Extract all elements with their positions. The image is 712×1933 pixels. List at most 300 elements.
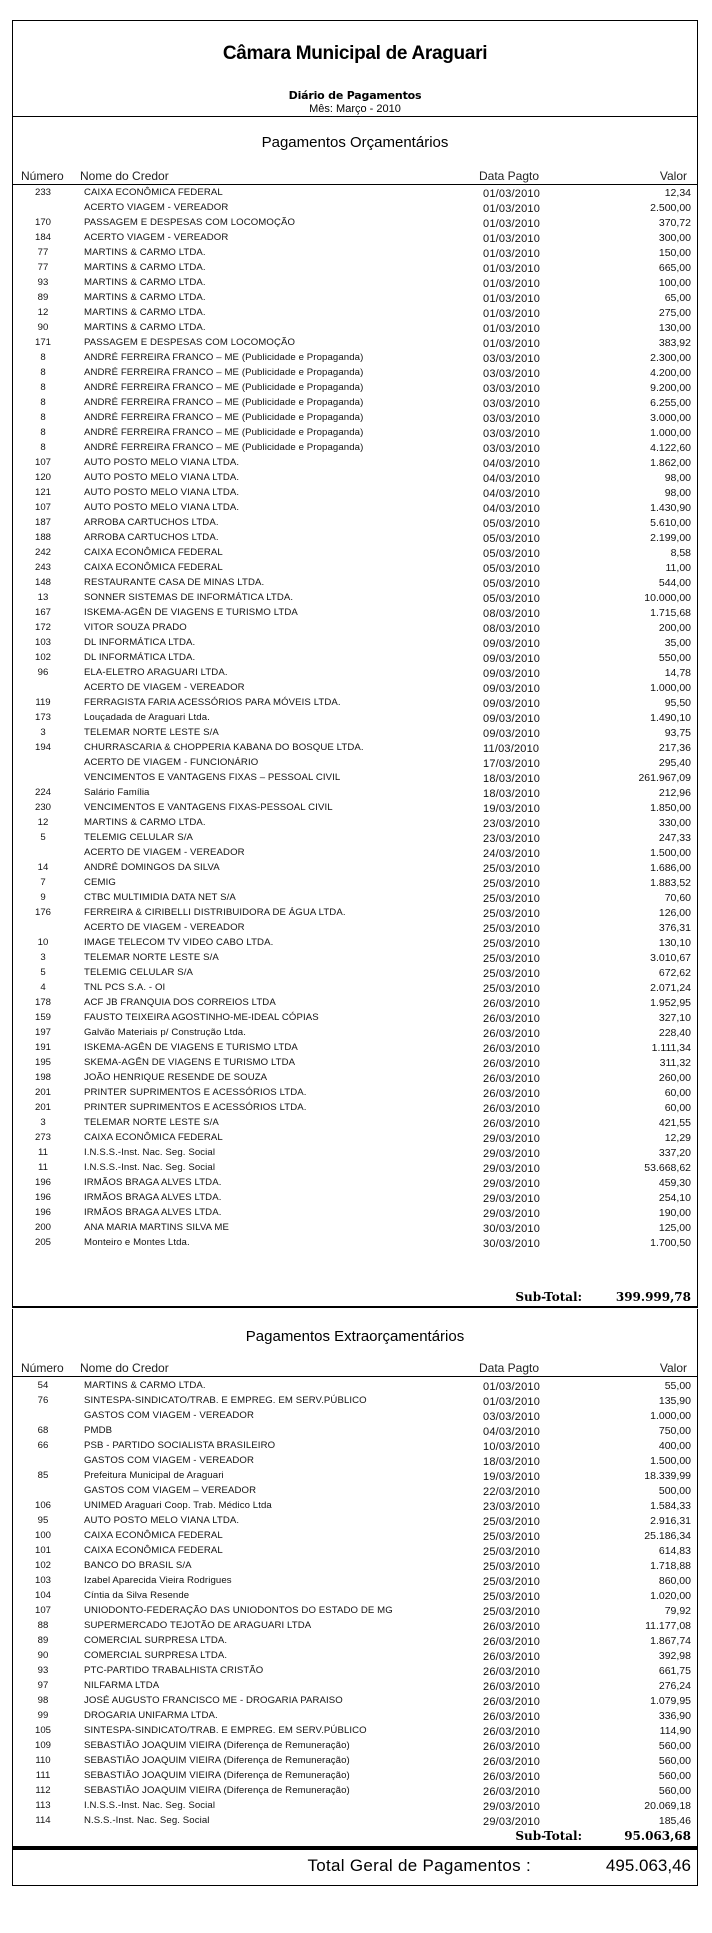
- row-value: 665,00: [658, 262, 691, 274]
- row-value: 2.500,00: [650, 202, 691, 214]
- row-date: 26/03/2010: [483, 1786, 541, 1798]
- row-value: 550,00: [658, 652, 691, 664]
- row-creditor: GASTOS COM VIAGEM - VEREADOR: [84, 1455, 255, 1466]
- table-row: [13, 1784, 697, 1799]
- row-creditor: CAIXA ECONÔMICA FEDERAL: [84, 562, 223, 573]
- row-creditor: RESTAURANTE CASA DE MINAS LTDA.: [84, 577, 265, 588]
- row-number: 200: [34, 1222, 51, 1233]
- row-date: 03/03/2010: [483, 413, 541, 425]
- row-creditor: VITOR SOUZA PRADO: [84, 622, 187, 633]
- table-row: [13, 1191, 697, 1206]
- row-value: 3.000,00: [650, 412, 691, 424]
- table-row: [13, 546, 697, 561]
- row-date: 26/03/2010: [483, 1681, 541, 1693]
- row-value: 25.186,34: [644, 1530, 691, 1542]
- row-number: 8: [40, 367, 46, 378]
- table-row: [13, 1649, 697, 1664]
- row-creditor: I.N.S.S.-Inst. Nac. Seg. Social: [84, 1800, 216, 1811]
- row-value: 276,24: [658, 1680, 691, 1692]
- row-value: 5.610,00: [650, 517, 691, 529]
- table-row: [13, 936, 697, 951]
- row-date: 26/03/2010: [483, 1666, 541, 1678]
- row-value: 1.850,00: [650, 802, 691, 814]
- table-row: [13, 696, 697, 711]
- table-row: [13, 711, 697, 726]
- row-number: 98: [37, 1695, 49, 1706]
- row-date: 23/03/2010: [483, 1501, 541, 1513]
- row-creditor: CAIXA ECONÔMICA FEDERAL: [84, 1545, 223, 1556]
- row-creditor: PSB - PARTIDO SOCIALISTA BRASILEIRO: [84, 1440, 276, 1451]
- row-date: 29/03/2010: [483, 1208, 541, 1220]
- row-creditor: FERREIRA & CIRIBELLI DISTRIBUIDORA DE ÁGUA LTDA.: [84, 907, 346, 918]
- report-header: [12, 20, 698, 117]
- row-creditor: CAIXA ECONÔMICA FEDERAL: [84, 1530, 223, 1541]
- row-date: 01/03/2010: [483, 308, 541, 320]
- row-value: 12,29: [664, 1132, 691, 1144]
- row-number: 8: [40, 427, 46, 438]
- row-creditor: ANDRÉ FERREIRA FRANCO – ME (Publicidade e Propaganda): [84, 427, 364, 438]
- row-date: 26/03/2010: [483, 1711, 541, 1723]
- table-row: [13, 1694, 697, 1709]
- row-value: 14,78: [664, 667, 691, 679]
- table-row: [13, 276, 697, 291]
- row-value: 12,34: [664, 187, 691, 199]
- row-date: 26/03/2010: [483, 998, 541, 1010]
- row-creditor: PTC-PARTIDO TRABALHISTA CRISTÃO: [84, 1665, 264, 1676]
- row-date: 26/03/2010: [483, 1088, 541, 1100]
- table-row: [13, 291, 697, 306]
- row-creditor: TELEMAR NORTE LESTE S/A: [84, 727, 219, 738]
- row-creditor: UNIMED Araguari Coop. Trab. Médico Ltda: [84, 1500, 272, 1511]
- row-value: 1.000,00: [650, 682, 691, 694]
- row-date: 01/03/2010: [483, 203, 541, 215]
- row-creditor: SEBASTIÃO JOAQUIM VIEIRA (Diferença de Remuneração): [84, 1770, 350, 1781]
- table-row: [13, 1574, 697, 1589]
- row-date: 29/03/2010: [483, 1163, 541, 1175]
- row-value: 98,00: [664, 487, 691, 499]
- row-value: 400,00: [658, 1440, 691, 1452]
- row-date: 01/03/2010: [483, 278, 541, 290]
- table-row: [13, 1769, 697, 1784]
- row-number: 9: [40, 892, 46, 903]
- row-date: 23/03/2010: [483, 833, 541, 845]
- row-creditor: SUPERMERCADO TEJOTÃO DE ARAGUARI LTDA: [84, 1620, 312, 1631]
- table-row: [13, 1176, 697, 1191]
- row-creditor: VENCIMENTOS E VANTAGENS FIXAS-PESSOAL CIVIL: [84, 802, 333, 813]
- table-row: [13, 1709, 697, 1724]
- row-date: 29/03/2010: [483, 1178, 541, 1190]
- row-date: 01/03/2010: [483, 218, 541, 230]
- row-date: 09/03/2010: [483, 728, 541, 740]
- table-row: [13, 1544, 697, 1559]
- row-date: 01/03/2010: [483, 293, 541, 305]
- row-date: 03/03/2010: [483, 428, 541, 440]
- row-creditor: DL INFORMÁTICA LTDA.: [84, 652, 196, 663]
- row-creditor: IRMÃOS BRAGA ALVES LTDA.: [84, 1192, 222, 1203]
- table-row: [13, 621, 697, 636]
- table-row: [13, 396, 697, 411]
- row-value: 337,20: [658, 1147, 691, 1159]
- row-number: 103: [34, 637, 51, 648]
- row-number: 100: [34, 1530, 51, 1541]
- row-value: 60,00: [664, 1102, 691, 1114]
- table-row: [13, 501, 697, 516]
- table-row: [13, 1146, 697, 1161]
- row-value: 65,00: [664, 292, 691, 304]
- row-creditor: AUTO POSTO MELO VIANA LTDA.: [84, 472, 240, 483]
- table-row: [13, 1559, 697, 1574]
- row-number: 66: [37, 1440, 49, 1451]
- row-number: 102: [34, 652, 51, 663]
- row-value: 20.069,18: [644, 1800, 691, 1812]
- row-number: 102: [34, 1560, 51, 1571]
- table-row: [13, 636, 697, 651]
- row-creditor: CHURRASCARIA & CHOPPERIA KABANA DO BOSQUE LTDA.: [84, 742, 364, 753]
- table-row: [13, 1086, 697, 1101]
- row-date: 11/03/2010: [483, 743, 540, 755]
- row-number: 54: [37, 1380, 49, 1391]
- row-date: 26/03/2010: [483, 1741, 541, 1753]
- row-date: 19/03/2010: [483, 803, 541, 815]
- row-number: 201: [34, 1087, 51, 1098]
- row-value: 661,75: [658, 1665, 691, 1677]
- row-creditor: ANDRÉ FERREIRA FRANCO – ME (Publicidade e Propaganda): [84, 352, 364, 363]
- row-date: 04/03/2010: [483, 473, 541, 485]
- row-creditor: PASSAGEM E DESPESAS COM LOCOMOÇÃO: [84, 337, 296, 348]
- row-number: 5: [40, 832, 46, 843]
- row-value: 190,00: [658, 1207, 691, 1219]
- row-value: 1.020,00: [650, 1590, 691, 1602]
- table-row: [13, 666, 697, 681]
- table-row: [13, 216, 697, 231]
- row-creditor: MARTINS & CARMO LTDA.: [84, 292, 206, 303]
- col-numero: Número: [21, 169, 64, 183]
- row-value: 3.010,67: [650, 952, 691, 964]
- row-value: 311,32: [659, 1057, 691, 1069]
- row-date: 25/03/2010: [483, 968, 541, 980]
- table-row: [13, 561, 697, 576]
- row-date: 05/03/2010: [483, 563, 541, 575]
- row-date: 25/03/2010: [483, 923, 541, 935]
- row-value: 130,10: [658, 937, 691, 949]
- row-date: 26/03/2010: [483, 1651, 541, 1663]
- row-number: 68: [37, 1425, 49, 1436]
- row-number: 171: [34, 337, 51, 348]
- table-row: [13, 1131, 697, 1146]
- row-date: 25/03/2010: [483, 1591, 541, 1603]
- row-creditor: TELEMIG CELULAR S/A: [84, 967, 194, 978]
- row-creditor: PRINTER SUPRIMENTOS E ACESSÓRIOS LTDA.: [84, 1087, 307, 1098]
- table-row: [13, 186, 697, 201]
- row-number: 77: [37, 262, 49, 273]
- row-creditor: ACF JB FRANQUIA DOS CORREIOS LTDA: [84, 997, 276, 1008]
- row-value: 98,00: [664, 472, 691, 484]
- row-value: 55,00: [664, 1380, 691, 1392]
- row-creditor: NILFARMA LTDA: [84, 1680, 160, 1691]
- row-creditor: ANA MARIA MARTINS SILVA ME: [84, 1222, 229, 1233]
- row-number: 194: [34, 742, 51, 753]
- row-value: 228,40: [658, 1027, 691, 1039]
- table-row: [13, 786, 697, 801]
- row-value: 1.686,00: [650, 862, 691, 874]
- table-row: [13, 1221, 697, 1236]
- row-date: 01/03/2010: [483, 1396, 541, 1408]
- row-creditor: SEBASTIÃO JOAQUIM VIEIRA (Diferença de Remuneração): [84, 1740, 350, 1751]
- table-row: [13, 201, 697, 216]
- row-creditor: GASTOS COM VIAGEM - VEREADOR: [84, 1410, 255, 1421]
- row-creditor: ARROBA CARTUCHOS LTDA.: [84, 517, 219, 528]
- row-value: 459,30: [658, 1177, 691, 1189]
- row-date: 17/03/2010: [483, 758, 541, 770]
- row-creditor: MARTINS & CARMO LTDA.: [84, 1380, 206, 1391]
- row-creditor: CAIXA ECONÔMICA FEDERAL: [84, 187, 223, 198]
- row-value: 383,92: [658, 337, 691, 349]
- table-row: [13, 861, 697, 876]
- row-value: 330,00: [658, 817, 691, 829]
- row-value: 125,00: [658, 1222, 691, 1234]
- row-date: 01/03/2010: [483, 1381, 541, 1393]
- row-creditor: ACERTO DE VIAGEM - VEREADOR: [84, 682, 245, 693]
- table-row: [13, 531, 697, 546]
- table-row: [13, 681, 697, 696]
- row-date: 29/03/2010: [483, 1148, 541, 1160]
- row-value: 254,10: [658, 1192, 691, 1204]
- row-value: 392,98: [658, 1650, 691, 1662]
- payment-table-orcamentarios: [13, 186, 697, 1251]
- section-title: Pagamentos Orçamentários: [261, 134, 449, 151]
- row-number: 114: [35, 1815, 51, 1826]
- row-creditor: SINTESPA-SINDICATO/TRAB. E EMPREG. EM SERV.PÚBLICO: [84, 1725, 367, 1736]
- table-row: [13, 471, 697, 486]
- row-date: 04/03/2010: [483, 1426, 541, 1438]
- row-date: 05/03/2010: [483, 593, 541, 605]
- row-value: 1.000,00: [650, 1410, 691, 1422]
- table-row: [13, 1619, 697, 1634]
- table-row: [13, 726, 697, 741]
- row-number: 101: [34, 1545, 51, 1556]
- table-row: [13, 606, 697, 621]
- row-number: 172: [34, 622, 51, 633]
- row-number: 93: [37, 277, 49, 288]
- row-number: 201: [34, 1102, 51, 1113]
- row-value: 672,62: [658, 967, 691, 979]
- row-date: 04/03/2010: [483, 458, 541, 470]
- row-value: 8,58: [670, 547, 691, 559]
- row-number: 103: [34, 1575, 51, 1586]
- row-value: 1.715,68: [650, 607, 691, 619]
- table-row: [13, 1041, 697, 1056]
- table-row: [13, 966, 697, 981]
- row-value: 135,90: [658, 1395, 691, 1407]
- row-number: 89: [37, 292, 49, 303]
- report-subtitle: Diário de Pagamentos: [288, 89, 422, 102]
- row-number: 197: [34, 1027, 51, 1038]
- row-date: 25/03/2010: [483, 1576, 541, 1588]
- row-number: 242: [34, 547, 51, 558]
- col-credor: Nome do Credor: [80, 1361, 169, 1375]
- table-row: [13, 906, 697, 921]
- row-date: 26/03/2010: [483, 1028, 541, 1040]
- row-date: 09/03/2010: [483, 713, 541, 725]
- row-number: 11: [38, 1147, 48, 1158]
- row-creditor: TNL PCS S.A. - OI: [84, 982, 166, 993]
- table-row: [13, 456, 697, 471]
- row-date: 09/03/2010: [483, 668, 541, 680]
- row-number: 99: [37, 1710, 49, 1721]
- report-month: Mês: Março - 2010: [309, 103, 401, 115]
- col-valor: Valor: [659, 169, 687, 183]
- subtotal-row: [13, 1290, 697, 1306]
- table-row: [13, 336, 697, 351]
- table-row: [13, 1409, 697, 1424]
- col-data: Data Pagto: [479, 169, 540, 183]
- row-creditor: PMDB: [84, 1425, 113, 1436]
- row-number: 178: [34, 997, 51, 1008]
- table-row: [13, 1439, 697, 1454]
- table-row: [13, 486, 697, 501]
- row-value: 1.700,50: [650, 1237, 691, 1249]
- row-number: 12: [37, 307, 49, 318]
- row-creditor: CAIXA ECONÔMICA FEDERAL: [84, 1132, 223, 1143]
- row-number: 77: [37, 247, 49, 258]
- row-number: 230: [34, 802, 51, 813]
- row-creditor: AUTO POSTO MELO VIANA LTDA.: [84, 457, 240, 468]
- row-date: 25/03/2010: [483, 1546, 541, 1558]
- row-creditor: ANDRÉ FERREIRA FRANCO – ME (Publicidade e Propaganda): [84, 397, 364, 408]
- table-row: [13, 1206, 697, 1221]
- row-date: 26/03/2010: [483, 1636, 541, 1648]
- row-number: 188: [34, 532, 51, 543]
- row-date: 18/03/2010: [483, 1456, 541, 1468]
- table-row: [13, 1664, 697, 1679]
- row-creditor: UNIODONTO-FEDERAÇÃO DAS UNIODONTOS DO ESTADO DE MG: [84, 1605, 393, 1616]
- row-number: 176: [34, 907, 51, 918]
- row-number: 243: [34, 562, 51, 573]
- row-value: 9.200,00: [650, 382, 691, 394]
- row-value: 614,83: [658, 1545, 691, 1557]
- table-row: [13, 321, 697, 336]
- table-row: [13, 441, 697, 456]
- table-row: [13, 426, 697, 441]
- grand-total-label: Total Geral de Pagamentos :: [307, 1856, 531, 1875]
- row-date: 03/03/2010: [483, 1411, 541, 1423]
- table-row: [13, 1469, 697, 1484]
- row-value: 370,72: [658, 217, 691, 229]
- row-number: 113: [35, 1800, 51, 1811]
- table-row: [13, 1529, 697, 1544]
- row-value: 544,00: [658, 577, 691, 589]
- row-date: 25/03/2010: [483, 893, 541, 905]
- row-creditor: MARTINS & CARMO LTDA.: [84, 817, 206, 828]
- row-value: 1.584,33: [650, 1500, 691, 1512]
- column-header-row: [13, 168, 697, 185]
- row-number: 11: [38, 1162, 48, 1173]
- table-row: [13, 381, 697, 396]
- row-number: 167: [34, 607, 51, 618]
- table-row: [13, 846, 697, 861]
- row-date: 26/03/2010: [483, 1058, 541, 1070]
- table-row: [13, 1071, 697, 1086]
- row-value: 70,60: [664, 892, 691, 904]
- table-row: [13, 1589, 697, 1604]
- row-number: 110: [35, 1755, 51, 1766]
- table-row: [13, 246, 697, 261]
- table-row: [13, 576, 697, 591]
- table-row: [13, 951, 697, 966]
- row-value: 60,00: [664, 1087, 691, 1099]
- table-row: [13, 1026, 697, 1041]
- table-row: [13, 306, 697, 321]
- table-row: [13, 1724, 697, 1739]
- row-number: 105: [34, 1725, 51, 1736]
- row-date: 09/03/2010: [483, 683, 541, 695]
- table-row: [13, 1424, 697, 1439]
- row-date: 25/03/2010: [483, 983, 541, 995]
- row-creditor: N.S.S.-Inst. Nac. Seg. Social: [84, 1815, 210, 1826]
- row-date: 25/03/2010: [483, 878, 541, 890]
- row-number: 196: [34, 1192, 51, 1203]
- table-row: [13, 1799, 697, 1814]
- table-row: [13, 351, 697, 366]
- table-row: [13, 591, 697, 606]
- row-value: 114,90: [659, 1725, 691, 1737]
- row-number: 112: [35, 1785, 51, 1796]
- row-creditor: SINTESPA-SINDICATO/TRAB. E EMPREG. EM SERV.PÚBLICO: [84, 1395, 367, 1406]
- row-creditor: GASTOS COM VIAGEM – VEREADOR: [84, 1485, 257, 1496]
- row-creditor: Izabel Aparecida Vieira Rodrigues: [84, 1575, 232, 1586]
- row-creditor: ACERTO VIAGEM - VEREADOR: [84, 232, 229, 243]
- row-creditor: MARTINS & CARMO LTDA.: [84, 247, 206, 258]
- row-value: 4.200,00: [650, 367, 691, 379]
- row-value: 560,00: [658, 1740, 691, 1752]
- row-creditor: ACERTO DE VIAGEM - VEREADOR: [84, 847, 245, 858]
- row-value: 1.000,00: [650, 427, 691, 439]
- row-date: 26/03/2010: [483, 1621, 541, 1633]
- row-number: 148: [34, 577, 51, 588]
- row-creditor: ISKEMA-AGÊN DE VIAGENS E TURISMO LTDA: [84, 607, 298, 618]
- row-number: 120: [34, 472, 51, 483]
- table-row: [13, 366, 697, 381]
- table-row: [13, 231, 697, 246]
- row-creditor: IRMÃOS BRAGA ALVES LTDA.: [84, 1177, 222, 1188]
- row-creditor: JOÃO HENRIQUE RESENDE DE SOUZA: [84, 1072, 268, 1083]
- row-date: 03/03/2010: [483, 443, 541, 455]
- row-date: 25/03/2010: [483, 1606, 541, 1618]
- row-date: 26/03/2010: [483, 1118, 541, 1130]
- row-value: 100,00: [658, 277, 691, 289]
- subtotal-value: 95.063,68: [624, 1829, 691, 1843]
- table-row: [13, 1514, 697, 1529]
- row-creditor: MARTINS & CARMO LTDA.: [84, 277, 206, 288]
- table-row: [13, 1679, 697, 1694]
- column-header-row: [13, 1360, 697, 1377]
- row-number: 198: [34, 1072, 51, 1083]
- row-number: 90: [37, 1650, 49, 1661]
- row-creditor: I.N.S.S.-Inst. Nac. Seg. Social: [84, 1162, 216, 1173]
- row-creditor: FAUSTO TEIXEIRA AGOSTINHO-ME-IDEAL CÓPIAS: [84, 1012, 319, 1023]
- row-date: 22/03/2010: [483, 1486, 541, 1498]
- row-number: 184: [34, 232, 51, 243]
- section-extraorcamentarios: [12, 1309, 698, 1846]
- row-creditor: IMAGE TELECOM TV VIDEO CABO LTDA.: [84, 937, 274, 948]
- row-value: 247,33: [658, 832, 691, 844]
- row-date: 01/03/2010: [483, 188, 541, 200]
- row-value: 18.339,99: [644, 1470, 691, 1482]
- row-creditor: ACERTO DE VIAGEM - VEREADOR: [84, 922, 245, 933]
- row-date: 25/03/2010: [483, 938, 541, 950]
- row-creditor: MARTINS & CARMO LTDA.: [84, 262, 206, 273]
- row-number: 93: [37, 1665, 49, 1676]
